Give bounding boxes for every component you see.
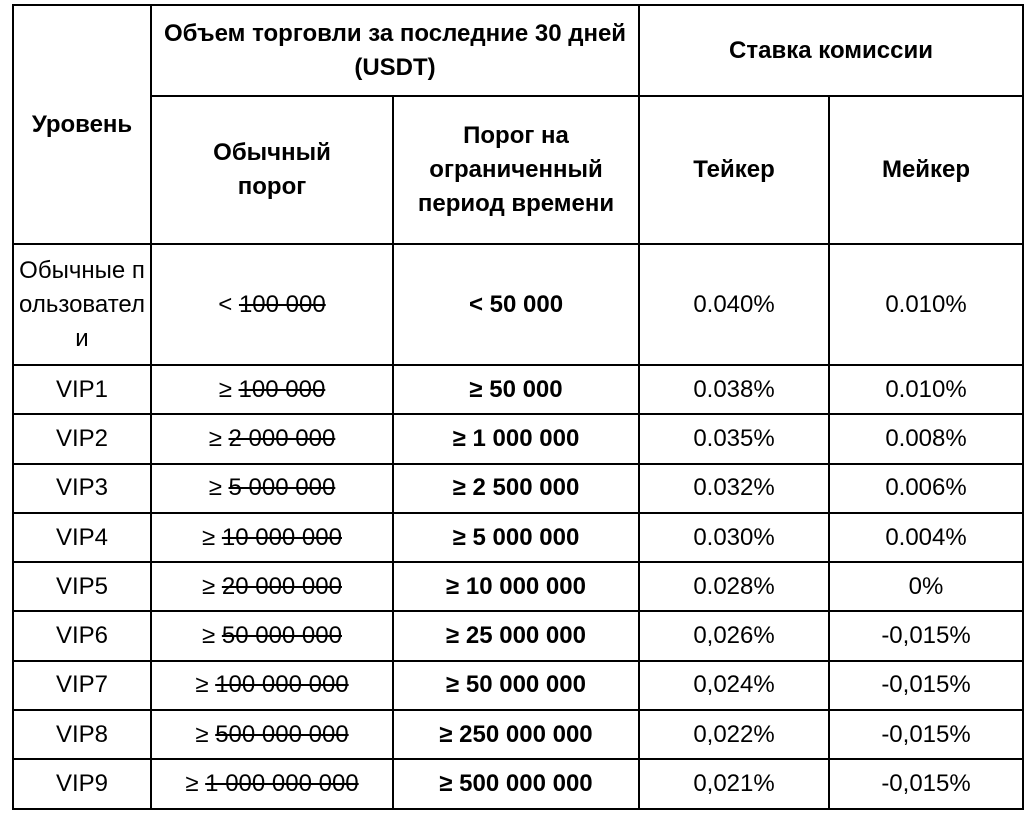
table-row xyxy=(13,710,1023,759)
cell-regular-threshold xyxy=(151,513,393,562)
table-row xyxy=(13,661,1023,710)
table-body xyxy=(13,244,1023,809)
table-row xyxy=(13,562,1023,611)
cell-taker: 0.038% xyxy=(639,365,829,414)
cell-regular-threshold xyxy=(151,759,393,808)
cell-level: VIP4 xyxy=(13,513,151,562)
cell-limited-threshold: ≥ 250 000 000 xyxy=(393,710,639,759)
cell-regular-threshold xyxy=(151,611,393,660)
header-maker: Мейкер xyxy=(829,96,1023,244)
cell-limited-threshold: ≥ 50 000 xyxy=(393,365,639,414)
header-level: Уровень xyxy=(13,5,151,244)
cell-taker: 0,021% xyxy=(639,759,829,808)
cell-maker: -0,015% xyxy=(829,710,1023,759)
table-row xyxy=(13,513,1023,562)
cell-limited-threshold: ≥ 25 000 000 xyxy=(393,611,639,660)
threshold-prefix: ≥ xyxy=(202,622,216,650)
cell-limited-threshold: ≥ 10 000 000 xyxy=(393,562,639,611)
cell-limited-threshold: ≥ 50 000 000 xyxy=(393,661,639,710)
cell-taker: 0,026% xyxy=(639,611,829,660)
cell-level: VIP7 xyxy=(13,661,151,710)
cell-limited-threshold: ≥ 500 000 000 xyxy=(393,759,639,808)
header-limited-threshold xyxy=(393,96,639,244)
cell-taker: 0.040% xyxy=(639,244,829,365)
cell-level: Обычные пользователи xyxy=(13,244,151,365)
cell-taker: 0.028% xyxy=(639,562,829,611)
threshold-old-value: 100 000 000 xyxy=(215,671,349,699)
cell-level: VIP2 xyxy=(13,414,151,463)
cell-level: VIP1 xyxy=(13,365,151,414)
cell-maker: 0.010% xyxy=(829,244,1023,365)
fee-table xyxy=(12,4,1024,810)
cell-taker: 0,022% xyxy=(639,710,829,759)
table-row xyxy=(13,759,1023,808)
threshold-prefix: ≥ xyxy=(195,720,209,748)
threshold-old-value: 100 000 xyxy=(238,290,326,318)
cell-level: VIP3 xyxy=(13,464,151,513)
table-row xyxy=(13,611,1023,660)
cell-level: VIP8 xyxy=(13,710,151,759)
cell-limited-threshold: ≥ 5 000 000 xyxy=(393,513,639,562)
threshold-prefix: ≥ xyxy=(208,424,222,452)
threshold-old-value: 20 000 000 xyxy=(221,572,342,600)
cell-level: VIP9 xyxy=(13,759,151,808)
cell-limited-threshold: ≥ 1 000 000 xyxy=(393,414,639,463)
threshold-prefix: ≥ xyxy=(185,770,199,798)
header-row-sub xyxy=(13,96,1023,244)
cell-regular-threshold xyxy=(151,244,393,365)
cell-limited-threshold: ≥ 2 500 000 xyxy=(393,464,639,513)
cell-regular-threshold xyxy=(151,464,393,513)
cell-level: VIP5 xyxy=(13,562,151,611)
header-volume-group: Объем торговли за последние 30 дней (USDT) xyxy=(151,5,639,96)
cell-regular-threshold xyxy=(151,414,393,463)
cell-maker: 0.006% xyxy=(829,464,1023,513)
threshold-old-value: 5 000 000 xyxy=(228,474,336,502)
threshold-prefix: ≥ xyxy=(202,523,216,551)
cell-maker: -0,015% xyxy=(829,661,1023,710)
table-row xyxy=(13,464,1023,513)
threshold-prefix: ≥ xyxy=(208,474,222,502)
threshold-prefix: ≥ xyxy=(195,671,209,699)
threshold-old-value: 100 000 xyxy=(238,375,326,403)
threshold-prefix: < xyxy=(218,290,233,318)
table-row xyxy=(13,414,1023,463)
threshold-old-value: 50 000 000 xyxy=(221,622,342,650)
cell-regular-threshold xyxy=(151,710,393,759)
cell-taker: 0,024% xyxy=(639,661,829,710)
header-regular-threshold xyxy=(151,96,393,244)
threshold-old-value: 10 000 000 xyxy=(221,523,342,551)
table-row xyxy=(13,365,1023,414)
cell-maker: 0.008% xyxy=(829,414,1023,463)
cell-maker: 0.004% xyxy=(829,513,1023,562)
header-regular-threshold-label: Обычный порог xyxy=(213,139,331,200)
threshold-old-value: 500 000 000 xyxy=(215,720,349,748)
header-limited-threshold-label: Порог на ограниченный период времени xyxy=(417,122,615,217)
cell-taker: 0.030% xyxy=(639,513,829,562)
cell-regular-threshold xyxy=(151,562,393,611)
table-row xyxy=(13,244,1023,365)
cell-taker: 0.035% xyxy=(639,414,829,463)
cell-maker: -0,015% xyxy=(829,759,1023,808)
cell-regular-threshold xyxy=(151,365,393,414)
cell-taker: 0.032% xyxy=(639,464,829,513)
threshold-prefix: ≥ xyxy=(202,572,216,600)
cell-maker: 0.010% xyxy=(829,365,1023,414)
cell-maker: 0% xyxy=(829,562,1023,611)
header-fee-group: Ставка комиссии xyxy=(639,5,1023,96)
cell-maker: -0,015% xyxy=(829,611,1023,660)
threshold-old-value: 2 000 000 xyxy=(228,424,336,452)
header-taker: Тейкер xyxy=(639,96,829,244)
cell-regular-threshold xyxy=(151,661,393,710)
threshold-prefix: ≥ xyxy=(218,375,232,403)
cell-limited-threshold: < 50 000 xyxy=(393,244,639,365)
threshold-old-value: 1 000 000 000 xyxy=(205,770,359,798)
header-row-top xyxy=(13,5,1023,96)
cell-level: VIP6 xyxy=(13,611,151,660)
